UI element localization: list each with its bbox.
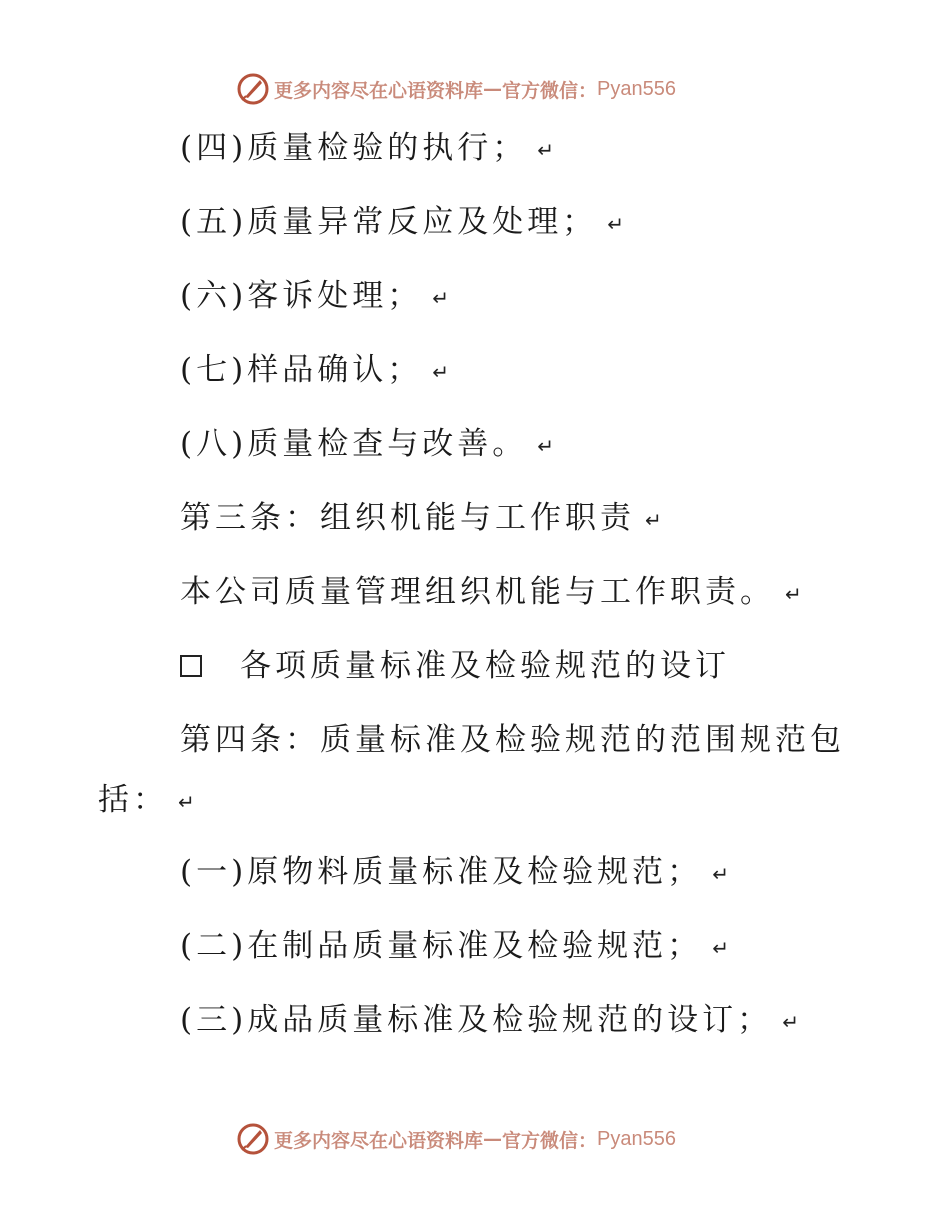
paragraph-mark-icon: ↵ (537, 138, 554, 162)
text-line: (七)样品确认； ↵ (180, 350, 449, 390)
watermark-text: 更多内容尽在心语资料库 (274, 79, 484, 102)
paragraph-mark-icon: ↵ (712, 936, 729, 960)
watermark-banner-top (236, 72, 676, 106)
checkbox-icon (180, 655, 202, 677)
watermark-separator: — (483, 78, 503, 100)
quill-logo-icon (236, 1122, 270, 1156)
text-line: (二)在制品质量标准及检验规范； ↵ (180, 926, 729, 966)
paragraph-mark-icon: ↵ (607, 212, 624, 236)
watermark-separator: — (483, 1128, 503, 1150)
section-heading: 第三条：组织机能与工作职责 ↵ (180, 498, 662, 538)
quill-logo-icon (236, 72, 270, 106)
paragraph-mark-icon: ↵ (432, 360, 449, 384)
text-line: (三)成品质量标准及检验规范的设订； ↵ (180, 1000, 799, 1040)
paragraph-mark-icon: ↵ (782, 1010, 799, 1034)
paragraph-mark-icon: ↵ (712, 862, 729, 886)
text-line: (六)客诉处理； ↵ (180, 276, 449, 316)
watermark-id: Pyan556 (597, 1127, 676, 1150)
text-line: (五)质量异常反应及处理； ↵ (180, 202, 624, 242)
checkbox-heading: 各项质量标准及检验规范的设订 (180, 646, 730, 686)
section-heading: 第四条：质量标准及检验规范的范围规范包 (180, 722, 845, 758)
paragraph-mark-icon: ↵ (178, 790, 195, 814)
watermark-banner-bottom (236, 1122, 676, 1156)
text-line: (一)原物料质量标准及检验规范； ↵ (180, 852, 729, 892)
watermark-text: 更多内容尽在心语资料库 (274, 1129, 484, 1152)
paragraph-mark-icon: ↵ (785, 582, 802, 606)
text-line: (四)质量检验的执行； ↵ (180, 128, 554, 168)
watermark-id: Pyan556 (597, 77, 676, 100)
paragraph-mark-icon: ↵ (537, 434, 554, 458)
watermark-label: 官方微信： (502, 1129, 598, 1152)
paragraph-mark-icon: ↵ (645, 508, 662, 532)
text-line: 本公司质量管理组织机能与工作职责。 ↵ (180, 572, 802, 612)
text-line: 括： ↵ (98, 780, 195, 820)
paragraph-mark-icon: ↵ (432, 286, 449, 310)
text-line: (八)质量检查与改善。 ↵ (180, 424, 554, 464)
watermark-label: 官方微信： (502, 79, 598, 102)
